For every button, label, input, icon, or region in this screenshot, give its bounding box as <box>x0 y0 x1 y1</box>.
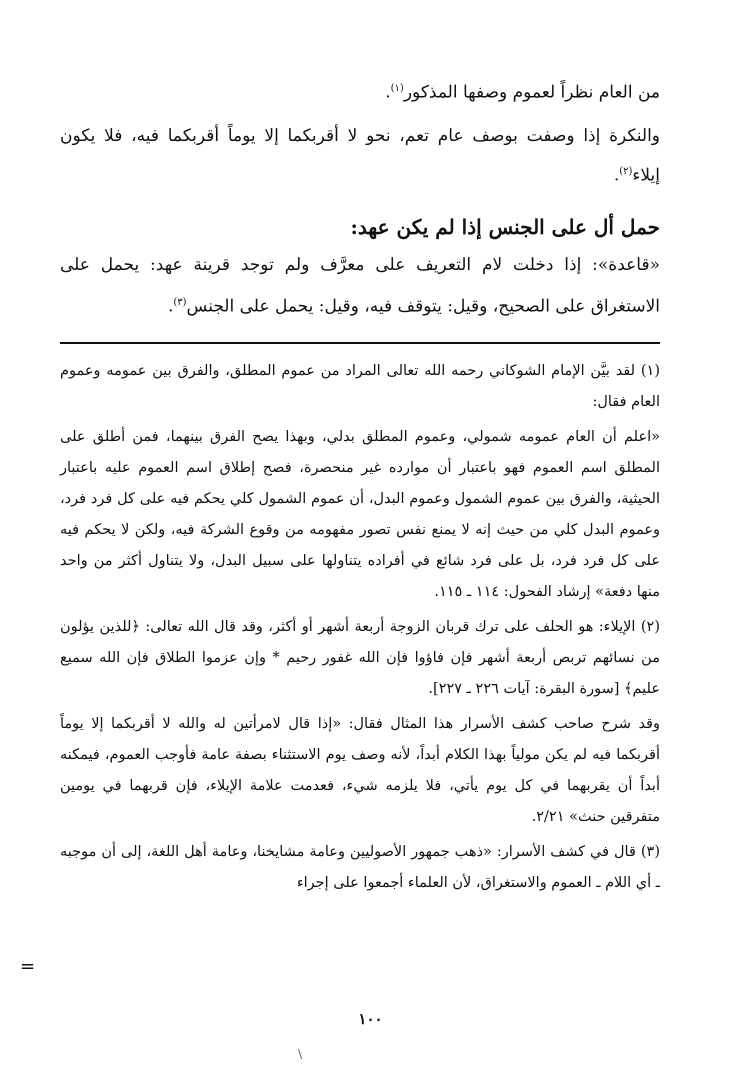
page-number: ١٠٠ <box>358 1010 383 1028</box>
stray-mark: \ <box>298 1047 303 1061</box>
body-paragraph: والنكرة إذا وصفت بوصف عام تعم، نحو لا أقربكما إلا يوماً أقربكما فيه، فلا يكون إيلاء$^{(٢)}$. <box>60 125 660 186</box>
footnote-2: (٢) الإيلاء: هو الحلف على ترك قربان الزوجة أربعة أشهر أو أكثر، وقد قال الله تعالى: ﴿للذين يؤلون من نسائهم تربص أربعة أشهر فإن فاؤوا فإن الله غفور رحيم * وإن عزموا الطلاق فإن الله سميع عليم﴾ [سورة البقرة: آيات ٢٢٦ ـ ٢٢٧]. <box>60 618 660 697</box>
body-text: من العام نظراً لعموم وصفها المذكور <box>403 82 660 103</box>
continuation-mark: = <box>20 956 36 977</box>
footnote-1-quote: «اعلم أن العام عمومه شمولي، وعموم المطلق بدلي، وبهذا يصح الفرق بينهما، فمن أطلق على المطلق اسم العموم فهو باعتبار أن موارده غير منحصرة، فصح إطلاق اسم العموم عليه باعتبار الحيثية، والفرق بين عموم الشمول وعموم البدل، أن عموم الشمول كلي يحكم فيه على كل فرد فرد، وعموم البدل كلي من حيث إنه لا يمنع نفس تصور مفهومه من وقوع الشركة فيه، ولكن لا يحكم فيه على كل فرد فرد، بل على فرد شائع في أفراده يتناولها على سبيل البدل، ولا يتناول أكثر من واحد منها دفعة» إرشاد الفحول: ١١٤ ـ ١١٥. <box>60 428 660 600</box>
footnote-1-intro: (١) لقد بيَّن الإمام الشوكاني رحمه الله تعالى المراد من عموم المطلق، والفرق بين عمومه وعموم العام فقال: <box>60 362 660 410</box>
footnote-separator <box>60 342 660 344</box>
rule-paragraph: «قاعدة»: إذا دخلت لام التعريف على معرَّف ولم توجد قرينة عهد: يحمل على الاستغراق على الصحيح، وقيل: يتوقف فيه، وقيل: يحمل على الجنس$^{(٣)}$. <box>60 255 660 317</box>
page-content <box>60 70 660 903</box>
footnote-3: (٣) قال في كشف الأسرار: «ذهب جمهور الأصوليين وعامة مشايخنا، وعامة أهل اللغة، إلى أن موجبه ـ أي اللام ـ العموم والاستغراق، لأن العلماء أجمعوا على إجراء <box>60 843 660 891</box>
section-heading: حمل أل على الجنس إذا لم يكن عهد: <box>350 215 660 240</box>
body-line: من العام نظراً لعموم وصفها المذكور$^{(١)}$. <box>385 82 660 103</box>
body-text: والنكرة إذا وصفت بوصف عام تعم، نحو لا أقربكما إلا يوماً أقربكما فيه، فلا يكون إيلاء <box>60 125 660 186</box>
footnote-2-continued: وقد شرح صاحب كشف الأسرار هذا المثال فقال: «إذا قال لامرأتين له والله لا أقربكما إلا يوماً أقربكما فيه لم يكن مولياً بهذا الكلام أبداً، لأنه وصف يوم الاستثناء بصفة عامة فأوجب العموم، فيمكنه أبداً أن يقربهما في كل يوم يأتي، فلا يلزمه شيء، فعدمت علامة الإيلاء، فإن قربهما في يومين متفرقين حنث» ٢/٢١. <box>60 715 660 825</box>
footnote-ref: (١) <box>390 83 404 94</box>
footnote-ref: (٢) <box>619 165 633 177</box>
footnote-ref: (٣) <box>173 297 187 309</box>
body-text: «قاعدة»: إذا دخلت لام التعريف على معرَّف ولم توجد قرينة عهد: يحمل على الاستغراق على الصحيح، وقيل: يتوقف فيه، وقيل: يحمل على الجنس <box>60 255 660 317</box>
